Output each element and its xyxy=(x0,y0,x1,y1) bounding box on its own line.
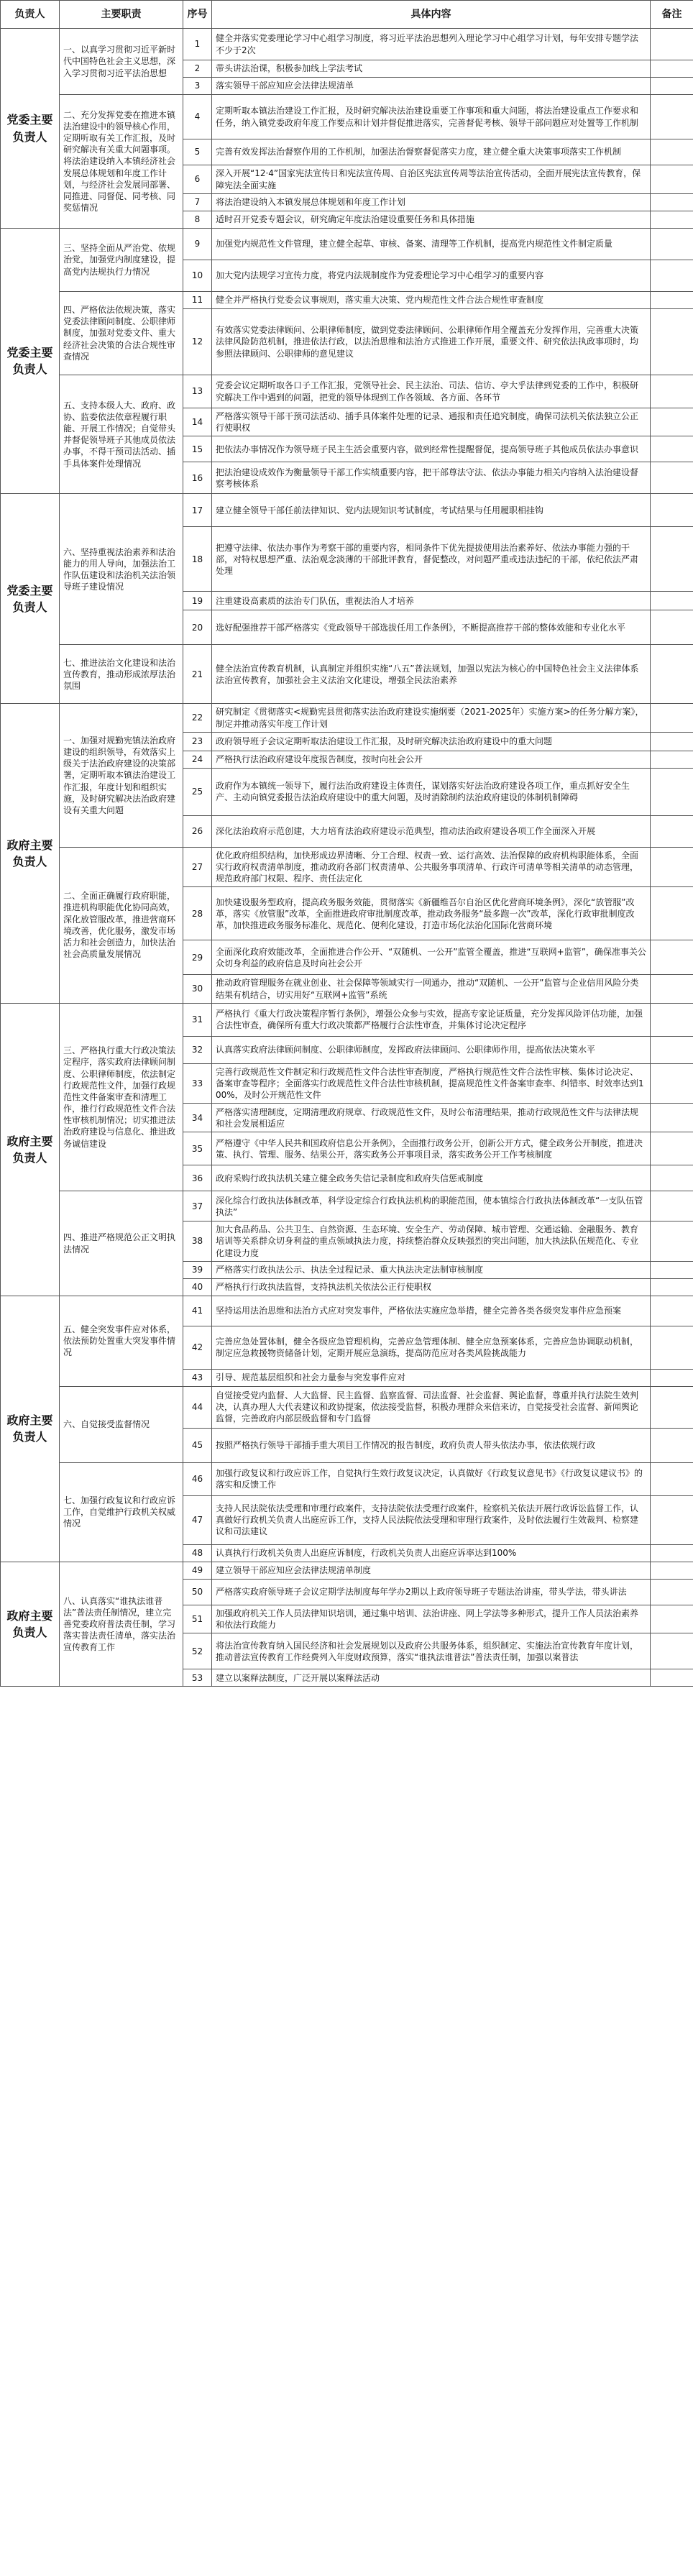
specific-content-cell: 有效落实党委法律顾问、公职律师制度，做到党委法律顾问、公职律师作用全覆盖充分发挥作用，完善重大决策法律风险防范机制，推进依法行政，以法治思维和法治方式推进工作开展，重要文件、研究依法执政事项时，均参照法律顾问、公职律师的意见建议 xyxy=(212,309,651,375)
specific-content-cell: 严格落实清理制度，定期清理政府规章、行政规范性文件，及时公布清理结果，推动行政规范性文件与法律法规和社会发展相适应 xyxy=(212,1104,651,1132)
remarks-cell xyxy=(651,1428,693,1462)
remarks-cell xyxy=(651,194,693,211)
responsible-person-cell: 政府主要负责人 xyxy=(1,1562,60,1686)
remarks-cell xyxy=(651,645,693,704)
remarks-cell xyxy=(651,751,693,768)
sequence-number-cell: 11 xyxy=(183,292,212,309)
sequence-number-cell: 40 xyxy=(183,1278,212,1296)
remarks-cell xyxy=(651,292,693,309)
remarks-cell xyxy=(651,1261,693,1278)
sequence-number-cell: 32 xyxy=(183,1036,212,1063)
remarks-cell xyxy=(651,1386,693,1428)
specific-content-cell: 严格执行《重大行政决策程序暂行条例》，增强公众参与实效，提高专家论证质量，充分发挥风险评估功能，加强合法性审查，确保所有重大行政决策都严格履行合法性审查，并集体讨论决定程序 xyxy=(212,1003,651,1036)
remarks-cell xyxy=(651,1278,693,1296)
responsible-person-cell: 政府主要负责人 xyxy=(1,1296,60,1562)
remarks-cell xyxy=(651,408,693,436)
specific-content-cell: 深入开展“12·4”国家宪法宣传日和宪法宣传周、自治区宪法宣传周等法治宣传活动，全面开展宪法宣传教育，保障宪法全面实施 xyxy=(212,165,651,194)
remarks-cell xyxy=(651,1104,693,1132)
main-duty-cell: 四、严格依法依规决策，落实党委法律顾问制度、公职律师制度，加强对党委文件、重大经济社会决策的合法合规性审查情况 xyxy=(60,292,183,375)
sequence-number-cell: 2 xyxy=(183,60,212,78)
sequence-number-cell: 23 xyxy=(183,732,212,751)
specific-content-cell: 按照严格执行领导干部插手重大项目工作情况的报告制度，政府负责人带头依法办事，依法依规行政 xyxy=(212,1428,651,1462)
sequence-number-cell: 38 xyxy=(183,1221,212,1262)
sequence-number-cell: 15 xyxy=(183,436,212,462)
table-row xyxy=(1,1003,693,1036)
responsible-person-cell: 党委主要负责人 xyxy=(1,29,60,229)
specific-content-cell: 建立以案释法制度，广泛开展以案释法活动 xyxy=(212,1669,651,1687)
main-duty-cell: 二、全面正确履行政府职能，推进机构职能优化协同高效，深化放管服改革，推进营商环境改善，优化服务，激发市场活力和社会创造力，加快法治社会高质量发展情况 xyxy=(60,847,183,1003)
sequence-number-cell: 29 xyxy=(183,940,212,975)
sequence-number-cell: 4 xyxy=(183,95,212,139)
main-duty-cell: 七、推进法治文化建设和法治宣传教育，推动形成浓厚法治氛围 xyxy=(60,645,183,704)
sequence-number-cell: 21 xyxy=(183,645,212,704)
table-row xyxy=(1,1191,693,1221)
sequence-number-cell: 41 xyxy=(183,1296,212,1326)
remarks-cell xyxy=(651,1562,693,1579)
remarks-cell xyxy=(651,704,693,732)
remarks-cell xyxy=(651,1579,693,1605)
specific-content-cell: 引导、规范基层组织和社会力量参与突发事件应对 xyxy=(212,1369,651,1386)
header-seq: 序号 xyxy=(183,1,212,29)
responsible-person-cell: 党委主要负责人 xyxy=(1,229,60,494)
specific-content-cell: 加大党内法规学习宣传力度，将党内法规制度作为党委理论学习中心组学习的重要内容 xyxy=(212,260,651,292)
specific-content-cell: 把遵守法律、依法办事作为考察干部的重要内容，相同条件下优先提拔使用法治素养好、依法办事能力强的干部，对特权思想严重、法治观念淡薄的干部批评教育，督促整改，对问题严重或违法违纪的干部，依纪依法严肃处理 xyxy=(212,527,651,592)
main-duty-cell: 二、充分发挥党委在推进本镇法治建设中的领导核心作用，定期听取有关工作汇报，及时研究解决有关重大问题事项。将法治建设纳入本镇经济社会发展总体规划和年度工作计划，与经济社会发展同部署、同推进、同督促、同考核、同奖惩情况 xyxy=(60,95,183,229)
specific-content-cell: 把依法办事情况作为领导班子民主生活会重要内容，做到经常性提醒督促，提高领导班子其他成员依法办事意识 xyxy=(212,436,651,462)
specific-content-cell: 严格执行行政执法监督，支持执法机关依法公正行使职权 xyxy=(212,1278,651,1296)
specific-content-cell: 建立健全领导干部任前法律知识、党内法规知识考试制度，考试结果与任用履职相挂钩 xyxy=(212,494,651,527)
sequence-number-cell: 27 xyxy=(183,847,212,887)
remarks-cell xyxy=(651,211,693,229)
remarks-cell xyxy=(651,375,693,408)
specific-content-cell: 完善行政规范性文件制定和行政规范性文件合法性审查制度，严格执行规范性文件合法性审核、集体讨论决定、备案审查等程序；全面落实行政规范性文件合法性审核机制，提高规范性文件备案审查率、纠错率、时效率达到100%，及时公开规范性文件 xyxy=(212,1063,651,1104)
sequence-number-cell: 37 xyxy=(183,1191,212,1221)
main-duty-cell: 五、支持本级人大、政府、政协、监委依法依章程履行职能、开展工作情况；自觉带头并督促领导班子其他成员依法办事，不得干预司法活动、插手具体案件处理情况 xyxy=(60,375,183,494)
sequence-number-cell: 42 xyxy=(183,1326,212,1369)
specific-content-cell: 把法治建设成效作为衡量领导干部工作实绩重要内容，把干部尊法守法、依法办事能力相关内容纳入法治建设督察考核体系 xyxy=(212,462,651,494)
sequence-number-cell: 8 xyxy=(183,211,212,229)
sequence-number-cell: 24 xyxy=(183,751,212,768)
sequence-number-cell: 3 xyxy=(183,78,212,95)
sequence-number-cell: 36 xyxy=(183,1165,212,1191)
sequence-number-cell: 28 xyxy=(183,887,212,940)
specific-content-cell: 坚持运用法治思维和法治方式应对突发事件，严格依法实施应急举措，健全完善各类各级突发事件应急预案 xyxy=(212,1296,651,1326)
sequence-number-cell: 19 xyxy=(183,592,212,610)
table-row xyxy=(1,375,693,408)
specific-content-cell: 推动政府管理服务在就业创业、社会保障等领域实行一网通办，推动“双随机、一公开”监管与企业信用风险分类结果有机结合，切实用好“互联网+监管”系统 xyxy=(212,975,651,1003)
specific-content-cell: 完善有效发挥法治督察作用的工作机制，加强法治督察督促落实力度，建立健全重大决策事项落实工作机制 xyxy=(212,139,651,165)
sequence-number-cell: 12 xyxy=(183,309,212,375)
specific-content-cell: 带头讲法治课，积极参加线上学法考试 xyxy=(212,60,651,78)
remarks-cell xyxy=(651,436,693,462)
main-duty-cell: 八、认真落实“谁执法谁普法”普法责任制情况，建立完善党委政府普法责任制，学习落实普法责任清单，落实法治宣传教育工作 xyxy=(60,1562,183,1686)
sequence-number-cell: 53 xyxy=(183,1669,212,1687)
specific-content-cell: 严格落实政府领导班子会议定期学法制度每年学办2期以上政府领导班子专题法治讲座，带头学法，带头讲法 xyxy=(212,1579,651,1605)
specific-content-cell: 将法治建设纳入本镇发展总体规划和年度工作计划 xyxy=(212,194,651,211)
remarks-cell xyxy=(651,1165,693,1191)
specific-content-cell: 自觉接受党内监督、人大监督、民主监督、监察监督、司法监督、社会监督、舆论监督，尊重并执行法院生效判决，认真办理人大代表建议和政协提案，依法接受监督，积极办理群众来信来访，自觉接受社会监督、新闻舆论监督，完善政府内部层级监督和专门监督 xyxy=(212,1386,651,1428)
sequence-number-cell: 45 xyxy=(183,1428,212,1462)
remarks-cell xyxy=(651,1296,693,1326)
remarks-cell xyxy=(651,1191,693,1221)
sequence-number-cell: 7 xyxy=(183,194,212,211)
main-duty-cell: 六、坚持重视法治素养和法治能力的用人导向，加强法治工作队伍建设和法治机关法治领导班子建设情况 xyxy=(60,494,183,645)
specific-content-cell: 将法治宣传教育纳入国民经济和社会发展规划以及政府公共服务体系，组织制定、实施法治宣传教育年度计划，推动普法宣传教育工作经费列入年度财政预算，落实“谁执法谁普法”普法责任制，加强以案普法 xyxy=(212,1633,651,1669)
sequence-number-cell: 25 xyxy=(183,768,212,815)
remarks-cell xyxy=(651,1633,693,1669)
remarks-cell xyxy=(651,309,693,375)
specific-content-cell: 认真执行行政机关负责人出庭应诉制度，行政机关负责人出庭应诉率达到100% xyxy=(212,1544,651,1562)
sequence-number-cell: 9 xyxy=(183,229,212,260)
table-row xyxy=(1,229,693,260)
remarks-cell xyxy=(651,1495,693,1544)
remarks-cell xyxy=(651,139,693,165)
remarks-cell xyxy=(651,1003,693,1036)
remarks-cell xyxy=(651,768,693,815)
remarks-cell xyxy=(651,1221,693,1262)
remarks-cell xyxy=(651,260,693,292)
specific-content-cell: 适时召开党委专题会议，研究确定年度法治建设重要任务和具体措施 xyxy=(212,211,651,229)
remarks-cell xyxy=(651,29,693,60)
sequence-number-cell: 44 xyxy=(183,1386,212,1428)
specific-content-cell: 认真落实政府法律顾问制度、公职律师制度，发挥政府法律顾问、公职律师作用，提高依法决策水平 xyxy=(212,1036,651,1063)
remarks-cell xyxy=(651,1369,693,1386)
sequence-number-cell: 16 xyxy=(183,462,212,494)
main-duty-cell: 五、健全突发事件应对体系，依法预防处置重大突发事件情况 xyxy=(60,1296,183,1386)
main-duty-cell: 一、加强对规勤宪镇法治政府建设的组织领导，有效落实上级关于法治政府建设的决策部署，定期听取本镇法治建设工作汇报，年度计划和组织实施，及时研究解决法治政府建设有关重大问题 xyxy=(60,704,183,847)
sequence-number-cell: 46 xyxy=(183,1462,212,1495)
sequence-number-cell: 1 xyxy=(183,29,212,60)
table-row xyxy=(1,494,693,527)
table-body xyxy=(1,29,693,1687)
sequence-number-cell: 5 xyxy=(183,139,212,165)
responsible-person-cell: 党委主要负责人 xyxy=(1,494,60,704)
specific-content-cell: 选好配强推荐干部严格落实《党政领导干部选拔任用工作条例》，不断提高推荐干部的整体效能和专业化水平 xyxy=(212,610,651,645)
table-row xyxy=(1,704,693,732)
sequence-number-cell: 52 xyxy=(183,1633,212,1669)
specific-content-cell: 严格遵守《中华人民共和国政府信息公开条例》，全面推行政务公开，创新公开方式，健全政务公开制度，推进决策、执行、管理、服务、结果公开，落实政务公开事项目录，落实政务公开工作考核制度 xyxy=(212,1132,651,1165)
sequence-number-cell: 22 xyxy=(183,704,212,732)
sequence-number-cell: 51 xyxy=(183,1605,212,1633)
remarks-cell xyxy=(651,975,693,1003)
table-row xyxy=(1,1386,693,1428)
sequence-number-cell: 26 xyxy=(183,815,212,847)
specific-content-cell: 严格执行法治政府建设年度报告制度，按时向社会公开 xyxy=(212,751,651,768)
remarks-cell xyxy=(651,815,693,847)
table-header-row xyxy=(1,1,693,29)
specific-content-cell: 支持人民法院依法受理和审理行政案件，支持法院依法受理行政案件，检察机关依法开展行政诉讼监督工作，认真做好行政机关负责人出庭应诉工作，支持人民法院依法受理和审理行政案件，及时依法履行生效裁判、检察建议和司法建议 xyxy=(212,1495,651,1544)
sequence-number-cell: 50 xyxy=(183,1579,212,1605)
specific-content-cell: 健全并落实党委理论学习中心组学习制度，将习近平法治思想列入理论学习中心组学习计划，每年安排专题学法不少于2次 xyxy=(212,29,651,60)
specific-content-cell: 政府采购行政执法机关建立健全政务失信记录制度和政府失信惩戒制度 xyxy=(212,1165,651,1191)
table-row xyxy=(1,847,693,887)
remarks-cell xyxy=(651,1326,693,1369)
specific-content-cell: 注重建设高素质的法治专门队伍，重视法治人才培养 xyxy=(212,592,651,610)
header-role: 负责人 xyxy=(1,1,60,29)
specific-content-cell: 加快建设服务型政府，提高政务服务效能，贯彻落实《新疆维吾尔自治区优化营商环境条例》，深化“放管服”改革，落实《放管服”改革，全面推进政府审批制度改革，推动政务服务“最多跑一次”改革，深化行政审批制度改革，加快推进政务服务标准化、规范化、便利化建设，打造市场化法治化国际化营商环境 xyxy=(212,887,651,940)
remarks-cell xyxy=(651,732,693,751)
table-row xyxy=(1,1562,693,1579)
remarks-cell xyxy=(651,610,693,645)
main-duty-cell: 三、严格执行重大行政决策法定程序，落实政府法律顾问制度、公职律师制度，依法制定行政规范性文件，加强行政规范性文件备案审查和清理工作，推行行政规范性文件合法性审核机制情况；切实推进法治政府建设与信息化、推进政务诚信建设 xyxy=(60,1003,183,1191)
sequence-number-cell: 31 xyxy=(183,1003,212,1036)
specific-content-cell: 严格落实领导干部干预司法活动、插手具体案件处理的记录、通报和责任追究制度，确保司法机关依法独立公正行使职权 xyxy=(212,408,651,436)
sequence-number-cell: 20 xyxy=(183,610,212,645)
specific-content-cell: 加强政府机关工作人员法律知识培训，通过集中培训、法治讲座、网上学法等多种形式，提升工作人员法治素养和依法行政能力 xyxy=(212,1605,651,1633)
specific-content-cell: 落实领导干部应知应会法律法规清单 xyxy=(212,78,651,95)
table-row xyxy=(1,95,693,139)
sequence-number-cell: 18 xyxy=(183,527,212,592)
specific-content-cell: 政府作为本镇统一领导下，履行法治政府建设主体责任，谋划落实好法治政府建设各项工作，重点抓好安全生产、主动向镇党委报告法治政府建设中的重大问题，及时消除制约法治政府建设的体制机制障碍 xyxy=(212,768,651,815)
remarks-cell xyxy=(651,95,693,139)
responsible-person-cell: 政府主要负责人 xyxy=(1,1003,60,1296)
remarks-cell xyxy=(651,1669,693,1687)
remarks-cell xyxy=(651,527,693,592)
remarks-cell xyxy=(651,78,693,95)
main-duty-cell: 四、推进严格规范公正文明执法情况 xyxy=(60,1191,183,1296)
specific-content-cell: 政府领导班子会议定期听取法治建设工作汇报，及时研究解决法治政府建设中的重大问题 xyxy=(212,732,651,751)
specific-content-cell: 建立领导干部应知应会法律法规清单制度 xyxy=(212,1562,651,1579)
table-row xyxy=(1,292,693,309)
remarks-cell xyxy=(651,1036,693,1063)
specific-content-cell: 加强党内规范性文件管理，建立健全起草、审核、备案、清理等工作机制，提高党内规范性文件制定质量 xyxy=(212,229,651,260)
header-duty: 主要职责 xyxy=(60,1,183,29)
specific-content-cell: 党委会议定期听取各口子工作汇报，党领导社会、民主法治、司法、信访、亭大乎法律到党委的工作中，积极研究解决工作中遇到的问题，把党的领导体现到工作各领域、各方面、各环节 xyxy=(212,375,651,408)
remarks-cell xyxy=(651,1063,693,1104)
specific-content-cell: 加强行政复议和行政应诉工作，自觉执行生效行政复议决定，认真做好《行政复议意见书》《行政复议建议书》的落实和反馈工作 xyxy=(212,1462,651,1495)
remarks-cell xyxy=(651,592,693,610)
specific-content-cell: 深化综合行政执法体制改革，科学设定综合行政执法机构的职能范围，使本镇综合行政执法体制改革“一支队伍管执法” xyxy=(212,1191,651,1221)
specific-content-cell: 优化政府组织结构，加快形成边界清晰、分工合理、权责一致、运行高效、法治保障的政府机构职能体系，全面实行政府权责清单制度，推动政府各部门权责清单、公共服务事项清单、行政许可清单等相关清单的动态管理，规范政府部门权限、程序、责任法定化 xyxy=(212,847,651,887)
sequence-number-cell: 49 xyxy=(183,1562,212,1579)
remarks-cell xyxy=(651,1544,693,1562)
sequence-number-cell: 43 xyxy=(183,1369,212,1386)
remarks-cell xyxy=(651,165,693,194)
sequence-number-cell: 35 xyxy=(183,1132,212,1165)
main-duty-cell: 六、自觉接受监督情况 xyxy=(60,1386,183,1462)
specific-content-cell: 研究制定《贯彻落实<规勤宪县贯彻落实法治政府建设实施纲要（2021-2025年）实施方案>的任务分解方案》，制定并推动落实年度工作计划 xyxy=(212,704,651,732)
remarks-cell xyxy=(651,229,693,260)
sequence-number-cell: 13 xyxy=(183,375,212,408)
specific-content-cell: 健全并严格执行党委会议事规则，落实重大决策、党内规范性文件合法合规性审查制度 xyxy=(212,292,651,309)
table-row xyxy=(1,1296,693,1326)
remarks-cell xyxy=(651,940,693,975)
specific-content-cell: 加大食品药品、公共卫生、自然资源、生态环境、安全生产、劳动保障、城市管理、交通运输、金融服务、教育培训等关系群众切身利益的重点领域执法力度，持续整治群众反映强烈的突出问题，加大执法队伍规范化、专业化建设力度 xyxy=(212,1221,651,1262)
table-row xyxy=(1,645,693,704)
sequence-number-cell: 47 xyxy=(183,1495,212,1544)
remarks-cell xyxy=(651,887,693,940)
header-note: 备注 xyxy=(651,1,693,29)
sequence-number-cell: 39 xyxy=(183,1261,212,1278)
table-row xyxy=(1,1462,693,1495)
remarks-cell xyxy=(651,462,693,494)
table-row xyxy=(1,29,693,60)
specific-content-cell: 健全法治宣传教育机制，认真制定并组织实施“八五”普法规划，加强以宪法为核心的中国特色社会主义法律体系法治宣传教育，加强社会主义法治文化建设，增强全民法治素养 xyxy=(212,645,651,704)
remarks-cell xyxy=(651,1462,693,1495)
sequence-number-cell: 30 xyxy=(183,975,212,1003)
specific-content-cell: 严格落实行政执法公示、执法全过程记录、重大执法决定法制审核制度 xyxy=(212,1261,651,1278)
responsible-person-cell: 政府主要负责人 xyxy=(1,704,60,1003)
sequence-number-cell: 33 xyxy=(183,1063,212,1104)
remarks-cell xyxy=(651,847,693,887)
specific-content-cell: 全面深化政府效能改革，全面推进合作公开、“双随机、一公开”监管全覆盖，推进“互联网+监管”，确保准事关公众切身利益的政府信息及时向社会公开 xyxy=(212,940,651,975)
specific-content-cell: 完善应急处置体制，健全各级应急管理机构，完善应急管理体制、健全应急预案体系，完善应急协调联动机制，制定应急救援物资储备计划，定期开展应急演练，提高防范应对各类风险挑战能力 xyxy=(212,1326,651,1369)
main-duty-cell: 三、坚持全面从严治党、依规治党，加强党内制度建设，提高党内法规执行力情况 xyxy=(60,229,183,292)
remarks-cell xyxy=(651,1605,693,1633)
remarks-cell xyxy=(651,1132,693,1165)
sequence-number-cell: 14 xyxy=(183,408,212,436)
remarks-cell xyxy=(651,494,693,527)
sequence-number-cell: 48 xyxy=(183,1544,212,1562)
main-duty-cell: 七、加强行政复议和行政应诉工作，自觉维护行政机关权威情况 xyxy=(60,1462,183,1562)
sequence-number-cell: 6 xyxy=(183,165,212,194)
sequence-number-cell: 34 xyxy=(183,1104,212,1132)
header-content: 具体内容 xyxy=(212,1,651,29)
sequence-number-cell: 17 xyxy=(183,494,212,527)
sequence-number-cell: 10 xyxy=(183,260,212,292)
specific-content-cell: 深化法治政府示范创建，大力培育法治政府建设示范典型，推动法治政府建设各项工作全面深入开展 xyxy=(212,815,651,847)
specific-content-cell: 定期听取本镇法治建设工作汇报，及时研究解决法治建设重要工作事项和重大问题，将法治建设重点工作要求和任务，纳入镇党委政府年度工作要点和计划并督促推进落实，完善督促考核、领导干部问题应对处置等工作机制 xyxy=(212,95,651,139)
main-duty-cell: 一、以真学习贯彻习近平新时代中国特色社会主义思想，深入学习贯彻习近平法治思想 xyxy=(60,29,183,95)
remarks-cell xyxy=(651,60,693,78)
